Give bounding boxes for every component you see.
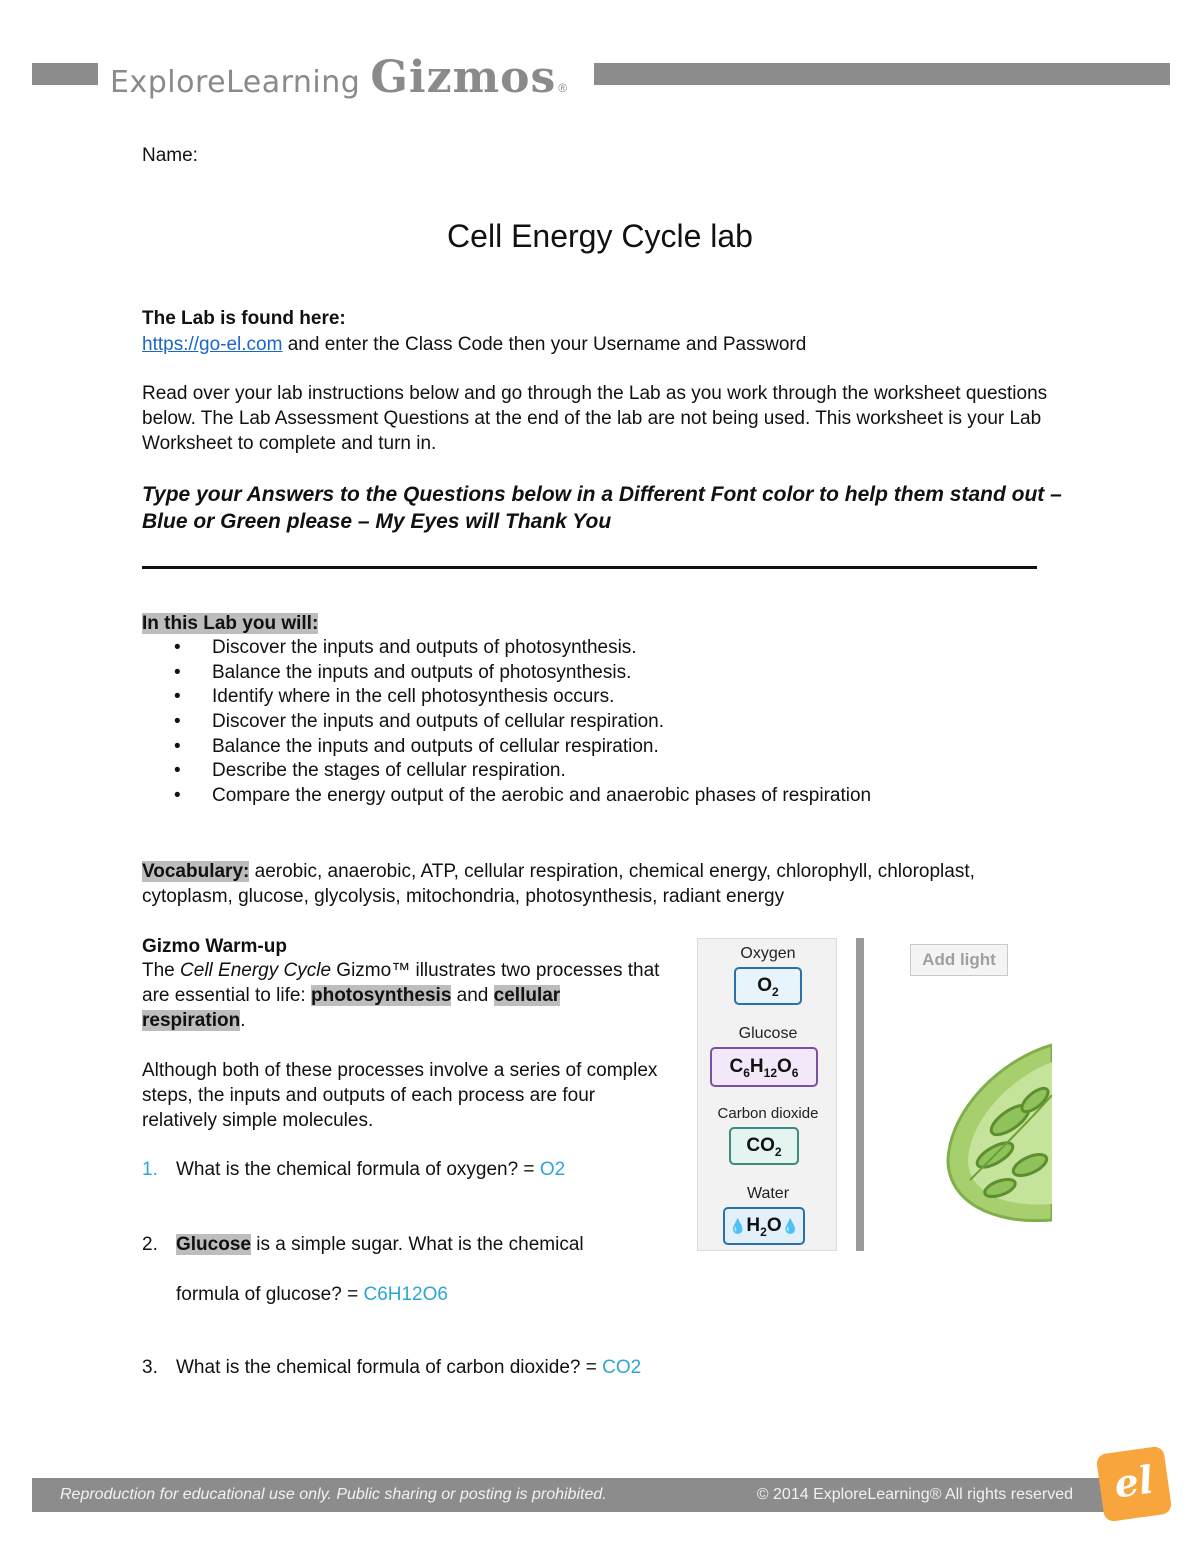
oxygen-label: Oxygen [740,945,796,962]
highlight-cellular-respiration: cellular respiration [142,985,561,1031]
carbon-dioxide-label: Carbon dioxide [717,1105,819,1122]
formula-subscript: 2 [774,1144,782,1159]
formula-text: O [766,1215,782,1236]
answer-text[interactable]: O2 [539,1159,566,1180]
formula-subscript: 2 [760,1224,767,1239]
answer-text[interactable]: CO2 [602,1357,642,1378]
formula-subscript: 6 [791,1065,799,1080]
warmup-paragraph-2: Although both of these processes involve a series of complex steps, the inputs and outputs of each process are four relatively simple molecules. [142,1060,658,1131]
formula-subscript: 2 [772,984,779,999]
panel-divider [856,938,864,1251]
question-number: 3. [142,1357,158,1378]
question-1 [142,1157,565,1182]
footer-copyright: © 2014 ExploreLearning® All rights reserved [756,1486,1073,1503]
lab-found-heading: The Lab is found here: [142,308,346,329]
add-light-button[interactable]: Add light [910,944,1008,976]
chloroplast-illustration [940,1040,1052,1225]
formula-text: H [749,1056,764,1077]
gizmo-name: Cell Energy Cycle [180,960,332,981]
list-item: • Balance the inputs and outputs of cellular respiration. [142,735,871,760]
lab-link-rest: and enter the Class Code then your Username and Password [282,334,807,355]
warmup-text: Gizmo™ illustrates two processes that are essential to life: [142,960,660,1006]
water-molecule-button[interactable] [723,1207,805,1245]
formula-subscript: 12 [763,1065,778,1080]
footer-bar [32,1478,1107,1512]
formula-text: CO [746,1135,775,1156]
question-2-continued [176,1282,448,1307]
carbon-dioxide-molecule-button[interactable] [729,1127,799,1165]
oxygen-molecule-button[interactable] [734,967,802,1005]
objectives-heading [142,611,318,636]
water-drop-icon: 💧 [781,1218,800,1234]
formula-text: C [729,1056,744,1077]
formula-text: O [757,975,773,996]
header-bar-right [594,63,1170,85]
vocabulary [142,859,1042,909]
question-number: 1. [142,1159,158,1180]
highlight-glucose: Glucose [176,1234,251,1255]
objectives-heading-text: In this Lab you will: [142,613,319,634]
logo-registered-mark: ® [558,81,568,95]
highlight-photosynthesis: photosynthesis [310,985,452,1006]
question-text: What is the chemical formula of carbon dioxide? = [176,1357,603,1378]
lab-link-line [142,332,806,357]
question-2 [142,1232,584,1257]
objectives-list [142,636,871,809]
question-text: is a simple sugar. What is the chemical [250,1234,584,1255]
formula-text: O [777,1056,792,1077]
go-el-link[interactable]: https://go-el.com [142,334,283,355]
logo-explore-text: ExploreLearning [110,65,361,100]
glucose-label: Glucose [738,1025,798,1042]
list-item: • Describe the stages of cellular respiration. [142,759,871,784]
list-item: • Discover the inputs and outputs of cellular respiration. [142,710,871,735]
divider-line [142,566,1037,569]
warmup-text: . [240,1010,246,1031]
logo-gizmos-text: Gizmos [370,52,557,103]
warmup-text: and [451,985,494,1006]
list-item: • Discover the inputs and outputs of photosynthesis. [142,636,871,661]
gizmo-molecule-panel [697,938,837,1251]
warmup-paragraph-1 [142,958,662,1033]
el-badge-icon: el [1096,1446,1173,1523]
glucose-molecule-button[interactable] [710,1047,818,1087]
answer-text[interactable]: C6H12O6 [363,1284,448,1305]
instructions-paragraph: Read over your lab instructions below and go through the Lab as you work through the worksheet questions below. The Lab Assessment Questions at the end of the lab are not being used. This worksheet is your Lab Worksheet to complete and turn in. [142,383,1048,454]
water-label: Water [746,1185,790,1202]
name-label: Name: [142,145,198,166]
vocabulary-text: aerobic, anaerobic, ATP, cellular respiration, chemical energy, chlorophyll, chloroplast, cytoplasm, glucose, glycolysis, mitochondria, photosynthesis, radiant energy [142,861,975,907]
warmup-heading: Gizmo Warm-up [142,936,287,957]
emphasis-note: Type your Answers to the Questions below in a Different Font color to help them stand out – Blue or Green please – My Eyes will Thank You [142,483,1062,533]
explorelearning-logo [110,52,568,103]
page-title: Cell Energy Cycle lab [447,218,753,254]
warmup-text: The [142,960,181,981]
question-text: What is the chemical formula of oxygen? = [176,1159,540,1180]
formula-subscript: 6 [743,1065,750,1080]
list-item: • Identify where in the cell photosynthesis occurs. [142,685,871,710]
question-3 [142,1355,641,1380]
header-bar-left [32,63,98,85]
vocabulary-label: Vocabulary: [142,861,250,882]
water-drop-icon: 💧 [728,1218,747,1234]
list-item: • Compare the energy output of the aerobic and anaerobic phases of respiration [142,784,871,809]
question-number: 2. [142,1234,158,1255]
formula-text: H [746,1215,761,1236]
list-item: • Balance the inputs and outputs of photosynthesis. [142,661,871,686]
footer-disclaimer: Reproduction for educational use only. Public sharing or posting is prohibited. [60,1486,607,1503]
question-text: formula of glucose? = [176,1284,364,1305]
